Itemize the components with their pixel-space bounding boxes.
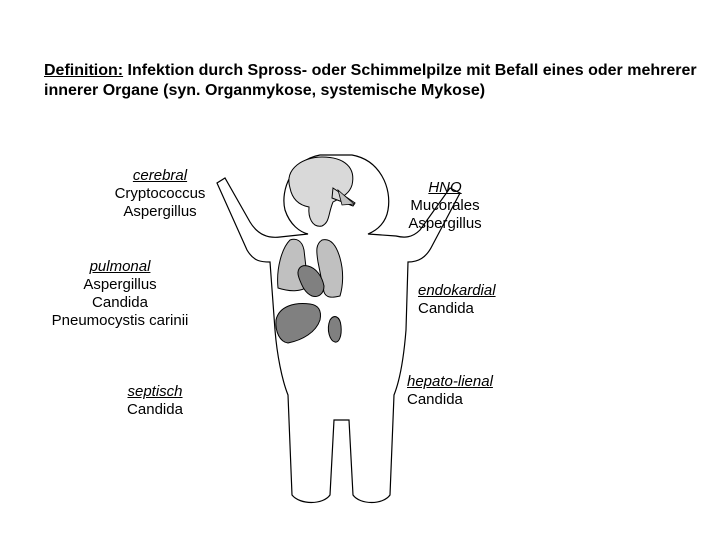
label-septisch	[105, 383, 205, 419]
label-hno	[395, 179, 495, 233]
label-pulmonal-heading: pulmonal	[89, 258, 151, 275]
label-hepato-lienal-heading: hepato-lienal	[407, 373, 493, 390]
label-hepato-lienal-item: Candida	[407, 391, 463, 408]
label-pulmonal-item: Pneumocystis carinii	[51, 312, 189, 329]
label-pulmonal-item: Candida	[92, 294, 148, 311]
label-pulmonal	[30, 258, 210, 330]
label-endokardial-heading: endokardial	[418, 282, 496, 299]
label-septisch-heading: septisch	[127, 383, 183, 400]
definition-term: Definition:	[44, 62, 124, 79]
label-hno-heading: HNO	[428, 179, 462, 196]
label-endokardial	[418, 282, 558, 318]
label-cerebral-item: Cryptococcus	[114, 185, 206, 202]
label-septisch-item: Candida	[127, 401, 183, 418]
spleen-organ	[328, 317, 341, 342]
label-hno-item: Mucorales	[410, 197, 480, 214]
label-cerebral-heading: cerebral	[132, 167, 188, 184]
label-hepato-lienal	[407, 373, 547, 409]
label-cerebral-item: Aspergillus	[123, 203, 197, 220]
label-endokardial-item: Candida	[418, 300, 474, 317]
label-hno-item: Aspergillus	[408, 215, 482, 232]
label-cerebral	[90, 167, 230, 221]
definition-body: Infektion durch Spross- oder Schimmelpilze mit Befall eines oder mehrerer innerer Organe (syn. Organmykose, systemische Mykose)	[44, 62, 697, 99]
label-pulmonal-item: Aspergillus	[83, 276, 157, 293]
